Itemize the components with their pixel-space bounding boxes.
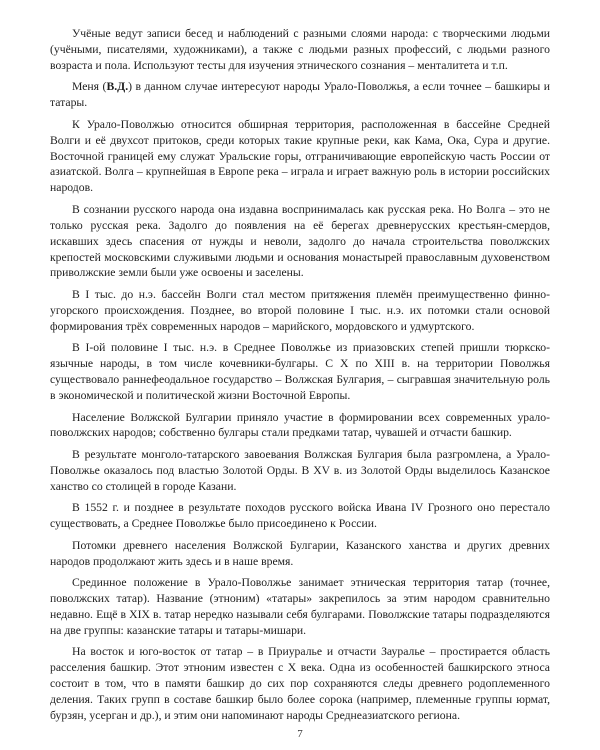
paragraph: В сознании русского народа она издавна воспринималась как русская река. Но Волга – это не только русская река. Задолго до появления на её берегах древнерусских крестьян-смердов, искавших здесь спасения от нужды и неволи, задолго до начала строительства поволжских крепостей московскими служивыми людьми и основания монастырей православным духовенством приволжские земли были уже освоены и заселены. bbox=[50, 202, 550, 280]
paragraph: На восток и юго-восток от татар – в Приуралье и отчасти Зауралье – простирается область расселения башкир. Этот этноним известен с X века. Одна из особенностей башкирского этноса состоит в том, что в памяти башкир до сих пор сохраняются следы древнего родоплеменного деления. Таких групп в составе башкир было более сорока (например, племенные группы юрмат, бурзян, усерган и др.), и этим они напоминают народы Среднеазиатского региона. bbox=[50, 645, 550, 722]
body-text bbox=[50, 26, 550, 724]
paragraph: В I тыс. до н.э. бассейн Волги стал местом притяжения племён преимущественно финно-угорского происхождения. Позднее, во второй половине I тыс. н.э. их потомки стали основой формирования трёх современных народов – марийского, мордовского и удмуртского. bbox=[50, 287, 550, 333]
paragraph: Учёные ведут записи бесед и наблюдений с разными слоями народа: с творческими людьми (учёными, писателями, художниками), а также с людьми разных профессий, с людьми разного возраста и пола. Используют тесты для изучения этнического сознания – менталитета и т.п. bbox=[50, 27, 550, 72]
paragraph: В результате монголо-татарского завоевания Волжская Булгария была разгромлена, а Урало-Поволжье оказалось под властью Золотой Орды. В XV в. из Золотой Орды выделилось Казанское ханство со столицей в городе Казани. bbox=[50, 447, 550, 493]
page-number: 7 bbox=[297, 728, 303, 740]
paragraph: Население Волжской Булгарии приняло участие в формировании всех современных урало-поволжских народов; собственно булгары стали предками татар, чувашей и отчасти башкир. bbox=[50, 410, 550, 440]
paragraph: В I-ой половине I тыс. н.э. в Среднее Поволжье из приазовских степей пришли тюркско-язычные народы, в том числе кочевники-булгары. С X по XIII в. на территории Поволжья существовало раннефеодальное государство – Волжская Булгария, – сыгравшая значительную роль в экономической и политической жизни Восточной Европы. bbox=[50, 341, 550, 402]
paragraph: В 1552 г. и позднее в результате походов русского войска Ивана IV Грозного оно перестало существовать, а Среднее Поволжье было присоединено к России. bbox=[50, 501, 550, 531]
paragraph: Срединное положение в Урало-Поволжье занимает этническая территория татар (точнее, поволжских татар). Название (этноним) «татары» закрепилось за этим народом сравнительно недавно. Ещё в XIX в. татар нередко называли себя булгарами. Поволжские татары подразделяются на две группы: казанские татары и татары-мишари. bbox=[50, 576, 550, 637]
paragraph: К Урало-Поволжью относится обширная территория, расположенная в бассейне Средней Волги и её двухсот притоков, среди которых такие крупные реки, как Кама, Ока, Сура и другие. Восточной границей ему служат Уральские горы, отграничивающие европейскую часть России от азиатской. Волга – крупнейшая в Европе река – играла и играет важную роль в истории российских народов. bbox=[50, 117, 550, 195]
paragraph: Меня (В.Д.) в данном случае интересуют народы Урало-Поволжья, а если точнее – башкиры и татары. bbox=[50, 80, 551, 110]
paragraph: Потомки древнего населения Волжской Булгарии, Казанского ханства и других древних народов продолжают жить здесь и в наше время. bbox=[50, 538, 550, 568]
author-initials: В.Д. bbox=[106, 80, 129, 94]
